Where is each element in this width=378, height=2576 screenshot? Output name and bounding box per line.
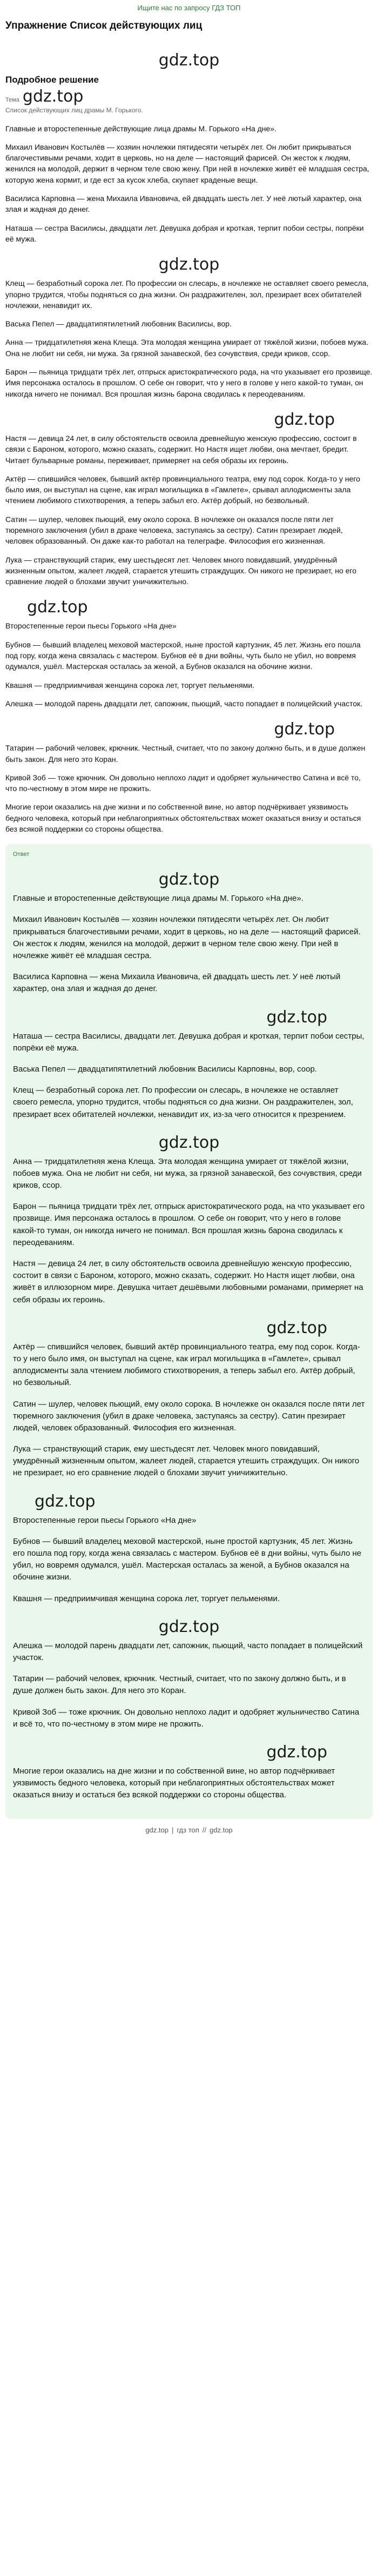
paragraph: Татарин — рабочий человек, крючник. Честный, считает, что по закону должно быть, и в душе должен быть закон. Для него это Коран. — [5, 744, 366, 764]
watermark-row — [5, 717, 373, 742]
page-title: Упражнение Список действующих лиц — [5, 20, 202, 31]
watermark-row — [13, 1739, 365, 1765]
watermark: gdz.top — [22, 87, 84, 106]
footer-link[interactable]: gdz.top — [210, 1826, 233, 1835]
solution-heading: Подробное решение — [5, 74, 99, 85]
footer: gdz.top | гдз топ // gdz.top — [5, 1822, 373, 1841]
watermark: gdz.top — [27, 598, 88, 617]
watermark: gdz.top — [274, 410, 335, 429]
paragraph: Многие герои оказались на дне жизни и по собственной вине, но автор подчёркивает уязвимость бедного человека, который при неблагоприятных обстоятельствах может оказаться внизу и остаться без всякой поддержки со стороны общества. — [13, 1766, 335, 1800]
paragraph: Лука — странствующий старик, ему шестьдесят лет. Человек много повидавший, умудрённый жизненным опытом, жалеет людей, старается утешить страждущих. Он никого не презирает, но его сравнение людей о блохами звучит уничижительно. — [13, 1444, 360, 1478]
paragraph: Многие герои оказались на дне жизни и по собственной вине, но автор подчёркивает уязвимость бедного человека, который при неблагоприятных обстоятельствах может оказаться внизу и остаться без всякой поддержки со стороны общества. — [5, 802, 361, 834]
paragraph: Алешка — молодой парень двадцати лет, сапожник, пьющий, часто попадает в полицейский участок. — [13, 1641, 363, 1662]
footer-link[interactable]: gdz.top — [145, 1826, 168, 1835]
watermark: gdz.top — [158, 870, 220, 889]
watermark-row — [13, 1614, 365, 1640]
watermark: gdz.top — [158, 50, 220, 70]
watermark-row — [13, 1005, 365, 1031]
watermark: gdz.top — [158, 255, 220, 275]
paragraph: Клещ — безработный сорока лет. По профессии он слесарь, в ночлежке не оставляет своего ремесла, упорно трудится, чтобы подняться со дна жизни. Он раздражителен, зол, презирает всех обитателей ночлежки, ненавидит их. — [5, 279, 369, 310]
paragraph: Васька Пепел — двадцатипятилетний любовник Василисы, вор. — [5, 319, 232, 329]
watermark-row — [13, 867, 365, 893]
paragraph: Татарин — рабочий человек, крючник. Честный, считает, что по закону должно быть, и в душе должен быть закон. Для него это Коран. — [13, 1674, 346, 1696]
paragraph: Михаил Иванович Костылёв — хозяин ночлежки пятидесяти четырёх лет. Он любит прикрываться благочестивыми речами, ходит в церковь, но на деле — настоящий фарисей. Он жесток к людям, женился на молодой, держит в черном теле свою жену. При ней в ночлежке живёт её младшая сестра, которую жена кормит, и где ест за кусок хлеба, скупает краденые вещи. — [5, 142, 369, 184]
paragraph: Актёр — спившийся человек, бывший актёр провинциального театра, ему под сорок. Когда-то у него было имя, он выступал на сцене, как играл могильщика в «Гамлете», срывал аплодисменты зала чтением любимого стихотворения, а теперь забыл его. Актёр добрый, но безвольный. — [5, 474, 360, 505]
watermark-row — [13, 1130, 365, 1156]
content — [0, 18, 378, 1841]
watermark: gdz.top — [158, 1617, 220, 1636]
watermark: gdz.top — [266, 1007, 327, 1027]
paragraph: Кривой Зоб — тоже крючник. Он довольно неплохо ладит и одобряет жульничество Сатина и всё то, что по-честному в этом мире не прожить. — [5, 773, 361, 793]
watermark: gdz.top — [158, 1133, 220, 1152]
watermark-row — [5, 594, 373, 620]
question-body — [5, 123, 373, 835]
paragraph: Михаил Иванович Костылёв — хозяин ночлежки пятидесяти четырёх лет. Он любит прикрываться благочестивыми речами, ходит в церковь, но на деле — настоящий фарисей. Он жесток к людям, женился на молодой, держит в черном теле свою жену. При ней в ночлежке живёт её младшая сестра. — [13, 915, 361, 961]
watermark-row — [5, 407, 373, 433]
paragraph: Настя — девица 24 лет, в силу обстоятельств освоила древнейшую женскую профессию, состоит в связи с Бароном, которого, можно сказать, содержит. Но Настя ищет любви, она мечтает, бредит. Читает бульварные романы, переживает, примеряет на себя образы их героинь. — [5, 433, 357, 465]
paragraph: Наташа — сестра Василисы, двадцати лет. Девушка добрая и кроткая, терпит побои сестры, попрёки её мужа. — [5, 223, 364, 243]
paragraph: Алешка — молодой парень двадцати лет, сапожник, пьющий, часто попадает в полицейский участок. — [5, 699, 363, 708]
paragraph: Василиса Карповна — жена Михаила Ивановича, ей двадцать шесть лет. У неё лютый характер, она злая и жадная до денег. — [13, 972, 341, 994]
paragraph: Анна — тридцатилетняя жена Клеща. Эта молодая женщина умирает от тяжёлой жизни, побоев мужа. Она не любит ни себя, ни мужа. За грязной занавеской, без сочувствия, среди криков, ссор. — [5, 338, 369, 358]
paragraph: Бубнов — бывший владелец меховой мастерской, ныне простой картузник, 45 лет. Жизнь его пошла под гору, когда жена связалась с мастером. Бубнов её в дни войны, чуть было не убил, но вовремя одумался, ушёл. Мастерская осталась за женой, а Бубнов оказался на обочине жизни. — [5, 640, 361, 671]
answer-label: Ответ — [13, 851, 30, 858]
watermark: gdz.top — [266, 1318, 327, 1337]
answer-body — [13, 893, 365, 1801]
paragraph: Кривой Зоб — тоже крючник. Он довольно неплохо ладит и одобряет жульничество Сатина и всё то, что по-честному в этом мире не прожить. — [13, 1707, 360, 1729]
paragraph: Василиса Карповна — жена Михаила Ивановича, ей двадцать шесть лет. У неё лютый характер, она злая и жадная до денег. — [5, 194, 362, 214]
watermark-row — [13, 1489, 365, 1515]
paragraph: Сатин — шулер, человек пьющий, ему около сорока. В ночлежке он оказался после пяти лет тюремного заключения (убил в драке человека, заступаясь за сестру). Сатин презирает людей, человек образованный. Он даже как-то работал на телеграфе. Философия его жизненная. — [5, 514, 343, 546]
paragraph: Васька Пепел — двадцатипятилетний любовник Василисы Карповны, вор, соор. — [13, 1064, 317, 1074]
task-text: Список действующих лиц драмы М. Горького. — [5, 106, 143, 115]
paragraph: Квашня — предприимчивая женщина сорока лет, торгует пельменями. — [5, 680, 255, 690]
watermark-row — [5, 48, 373, 73]
paragraph: Актёр — спившийся человек, бывший актёр провинциального театра, ему под сорок. Когда-то у него было имя, он выступал на сцене, как играл могильщика в «Гамлете», срывал аплодисменты зала чтением любимого стихотворения, а теперь забыл его. Актёр добрый, но безвольный. — [13, 1342, 360, 1388]
paragraph: Лука — странствующий старик, ему шестьдесят лет. Человек много повидавший, умудрённый жизненным опытом, жалеет людей, старается утешить страждущих. Он никого не презирает, но его сравнение людей о блохами звучит уничижительно. — [5, 555, 357, 586]
watermark-row — [5, 252, 373, 278]
watermark-row — [13, 1315, 365, 1341]
paragraph: Сатин — шулер, человек пьющий, ему около сорока. В ночлежке он оказался после пяти лет тюремного заключения (убил в драке человека, заступаясь за сестру). Сатин презирает людей, человек образованный. Философия его жизненная. — [13, 1399, 365, 1433]
answer-box — [5, 844, 373, 1819]
paragraph: Главные и второстепенные действующие лица драмы М. Горького «На дне». — [13, 894, 303, 904]
task-label: Тема — [5, 97, 19, 104]
watermark: gdz.top — [274, 720, 335, 739]
paragraph: Наташа — сестра Василисы, двадцати лет. Девушка добрая и кроткая, терпит побои сестры, попрёки её мужа. — [13, 1031, 364, 1053]
footer-link[interactable]: гдз топ — [177, 1826, 199, 1835]
paragraph: Бубнов — бывший владелец меховой мастерской, ныне простой картузник, 45 лет. Жизнь его пошла под гору, когда жена связалась с мастером. Бубнов её в дни войны, чуть было не убил, но вовремя одумался, ушёл. Мастерская осталась за женой, а Бубнов оказался на обочине жизни. — [13, 1536, 362, 1582]
paragraph: Барон — пьяница тридцати трёх лет, отпрыск аристократического рода, на что указывает его прозвище. Имя персонажа осталось в прошлом. О себе он говорит, что у него в голове какой-то туман, он никогда ничего не понимал. Вся прошлая жизнь барона сводилась к переодеваниям. — [13, 1202, 365, 1247]
watermark: gdz.top — [35, 1491, 96, 1511]
paragraph: Второстепенные герои пьесы Горького «На дне» — [5, 621, 177, 631]
paragraph: Барон — пьяница тридцати трёх лет, отпрыск аристократического рода, на что указывает его прозвище. Имя персонажа осталось в прошлом. О себе он говорит, что у него в голове у него какой-то туман, он никогда ничего не понимал. Вся прошлая жизнь барона сводилась к переодеваниям. — [5, 367, 373, 398]
paragraph: Анна — тридцатилетняя жена Клеща. Эта молодая женщина умирает от тяжёлой жизни, побоев мужа. Она не любит ни себя, ни мужа, за грязной занавеской, без сочувствия, среди криков, ссор. — [13, 1156, 362, 1190]
paragraph: Настя — девица 24 лет, в силу обстоятельств освоила древнейшую женскую профессию, состоит в связи с Бароном, которого, можно сказать, содержит. Но Настя ищет любви, она живёт в иллюзорном мире. Девушка читает дешёвыми любовными романами, примеряет на себя образы их героинь. — [13, 1259, 363, 1304]
task-row — [5, 89, 373, 105]
watermark: gdz.top — [266, 1742, 327, 1762]
paragraph: Квашня — предприимчивая женщина сорока лет, торгует пельменями. — [13, 1594, 280, 1603]
paragraph: Второстепенные герои пьесы Горького «На дне» — [13, 1515, 197, 1525]
paragraph: Клещ — безработный сорока лет. По профессии он слесарь, в ночлежке не оставляет своего ремесла, упорно трудится, чтобы подняться со дна жизни. Он раздражителен, зол, презирает всех обитателей ночлежки, ненавидит их, из-за чего относится к презрением. — [13, 1086, 353, 1119]
top-search-banner[interactable]: Ищите нас по запросу ГДЗ ТОП — [137, 3, 241, 12]
paragraph: Главные и второстепенные действующие лица драмы М. Горького «На дне». — [5, 124, 276, 133]
